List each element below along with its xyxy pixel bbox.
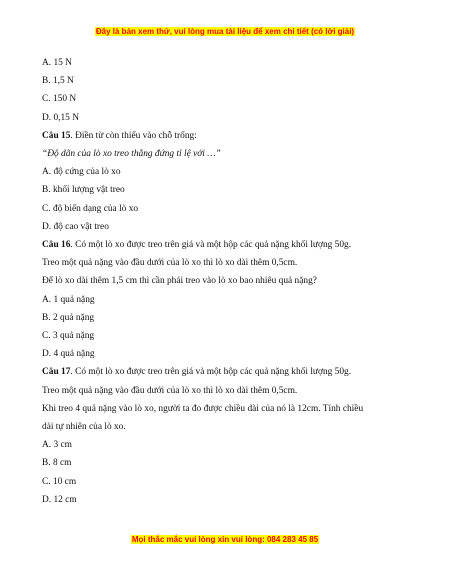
preview-notice-banner xyxy=(0,27,450,36)
q16-option-c: C. 3 quả nặng xyxy=(42,331,95,342)
question-17-line4: dài tự nhiên của lò xo. xyxy=(42,422,126,433)
question-15-text: . Điền từ còn thiếu vào chỗ trống: xyxy=(70,130,197,141)
contact-notice-banner xyxy=(0,535,450,544)
question-15 xyxy=(42,127,422,145)
document-body xyxy=(42,54,422,509)
q15-option-a: A. độ cứng của lò xo xyxy=(42,167,121,178)
prev-option-c: C. 150 N xyxy=(42,94,77,105)
question-15-label: Câu 15 xyxy=(42,130,71,141)
q15-option-c: C. độ biến dạng của lò xo xyxy=(42,203,139,214)
prev-option-b: B. 1,5 N xyxy=(42,76,74,87)
question-16 xyxy=(42,236,422,254)
q17-option-c: C. 10 cm xyxy=(42,476,77,487)
question-17-label: Câu 17 xyxy=(42,367,71,378)
question-16-label: Câu 16 xyxy=(42,240,71,251)
question-15-quote: “Độ dãn của lò xo treo thẳng đứng tỉ lệ với …” xyxy=(42,149,221,160)
question-17-line1: . Có một lò xo được treo trên giá và một hộp các quả nặng khối lượng 50g. xyxy=(70,367,352,378)
q16-option-b: B. 2 quả nặng xyxy=(42,312,95,323)
prev-option-d: D. 0,15 N xyxy=(42,112,79,123)
question-17-line3: Khi treo 4 quả nặng vào lò xo, người ta đo được chiều dài của nó là 12cm. Tính chiều xyxy=(42,403,364,414)
q17-option-d: D. 12 cm xyxy=(42,494,77,505)
q15-option-d: D. độ cao vật treo xyxy=(42,221,109,232)
prev-option-a: A. 15 N xyxy=(42,58,72,68)
q16-option-a: A. 1 quả nặng xyxy=(42,294,95,305)
question-16-line3: Để lò xo dài thêm 1,5 cm thì cần phải treo vào lò xo bao nhiêu quả nặng? xyxy=(42,276,317,287)
question-17-line2: Treo một quả nặng vào đầu dưới của lò xo thì lò xo dài thêm 0,5cm. xyxy=(42,385,298,396)
q15-option-b: B. khối lượng vật treo xyxy=(42,185,125,196)
question-17 xyxy=(42,363,422,381)
q17-option-b: B. 8 cm xyxy=(42,458,72,469)
q16-option-d: D. 4 quả nặng xyxy=(42,349,95,360)
contact-notice-text: Mọi thắc mắc vui lòng xin vui lòng: 084 283 45 85 xyxy=(131,535,319,544)
preview-notice-text: Đây là bản xem thử, vui lòng mua tài liệu để xem chi tiết (có lời giải) xyxy=(95,27,355,36)
question-16-line1: . Có một lò xo được treo trên giá và một hộp các quả nặng khối lượng 50g. xyxy=(70,240,352,251)
question-16-line2: Treo một quả nặng vào đầu dưới của lò xo thì lò xo dài thêm 0,5cm. xyxy=(42,258,298,269)
q17-option-a: A. 3 cm xyxy=(42,440,72,451)
